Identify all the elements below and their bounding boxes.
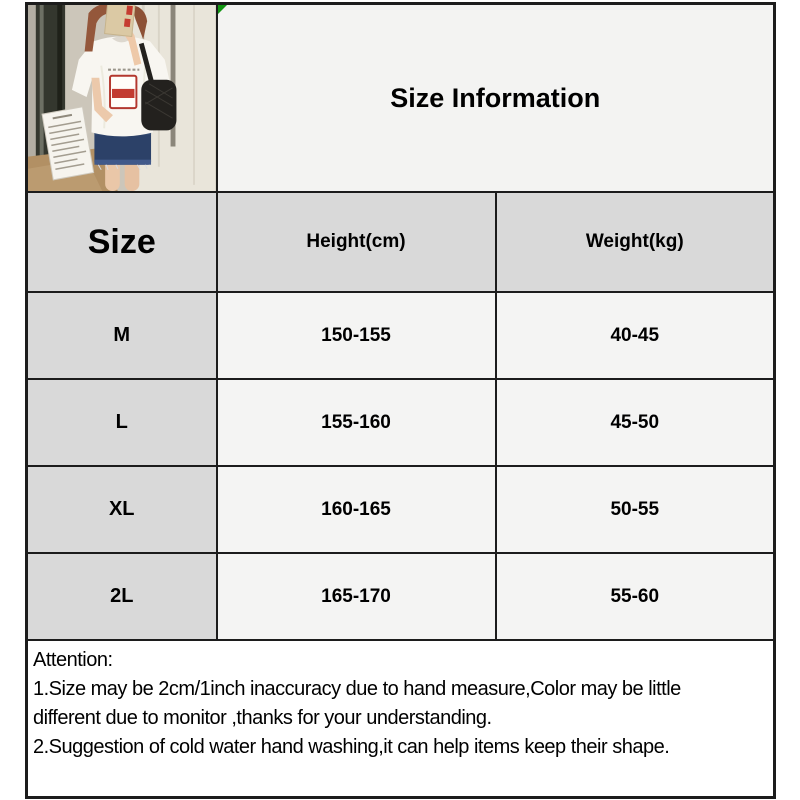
weight-value-2l: 55-60	[496, 553, 775, 640]
attention-line-1: 1.Size may be 2cm/1inch inaccuracy due to hand measure,Color may be little	[33, 678, 681, 700]
column-header-weight: Weight(kg)	[496, 192, 775, 292]
attention-line-3: 2.Suggestion of cold water hand washing,it can help items keep their shape.	[33, 736, 670, 758]
title-cell	[217, 4, 775, 193]
title-wrap	[218, 5, 774, 191]
weight-value-m: 40-45	[496, 292, 775, 379]
green-corner-triangle-icon	[218, 5, 227, 14]
column-header-size: Size	[27, 192, 217, 292]
table-row-2l	[27, 553, 775, 640]
size-label-l: L	[27, 379, 217, 466]
attention-heading: Attention:	[33, 649, 113, 671]
product-photo-illustration	[28, 5, 216, 191]
size-chart-document	[25, 2, 776, 799]
height-value-l: 155-160	[217, 379, 496, 466]
size-label-m: M	[27, 292, 217, 379]
height-value-xl: 160-165	[217, 466, 496, 553]
table-row-l	[27, 379, 775, 466]
top-row	[27, 4, 775, 193]
height-value-2l: 165-170	[217, 553, 496, 640]
table-header-row	[27, 192, 775, 292]
table-row-m	[27, 292, 775, 379]
attention-line-2: different due to monitor ,thanks for your understanding.	[33, 707, 492, 729]
height-value-m: 150-155	[217, 292, 496, 379]
table-row-xl	[27, 466, 775, 553]
size-table	[25, 2, 776, 799]
weight-value-l: 45-50	[496, 379, 775, 466]
page-title: Size Information	[390, 82, 601, 113]
product-photo-cell	[27, 4, 217, 193]
attention-row	[27, 640, 775, 798]
product-photo	[28, 5, 216, 191]
weight-value-xl: 50-55	[496, 466, 775, 553]
size-label-xl: XL	[27, 466, 217, 553]
column-header-height: Height(cm)	[217, 192, 496, 292]
size-label-2l: 2L	[27, 553, 217, 640]
attention-note	[27, 640, 775, 798]
